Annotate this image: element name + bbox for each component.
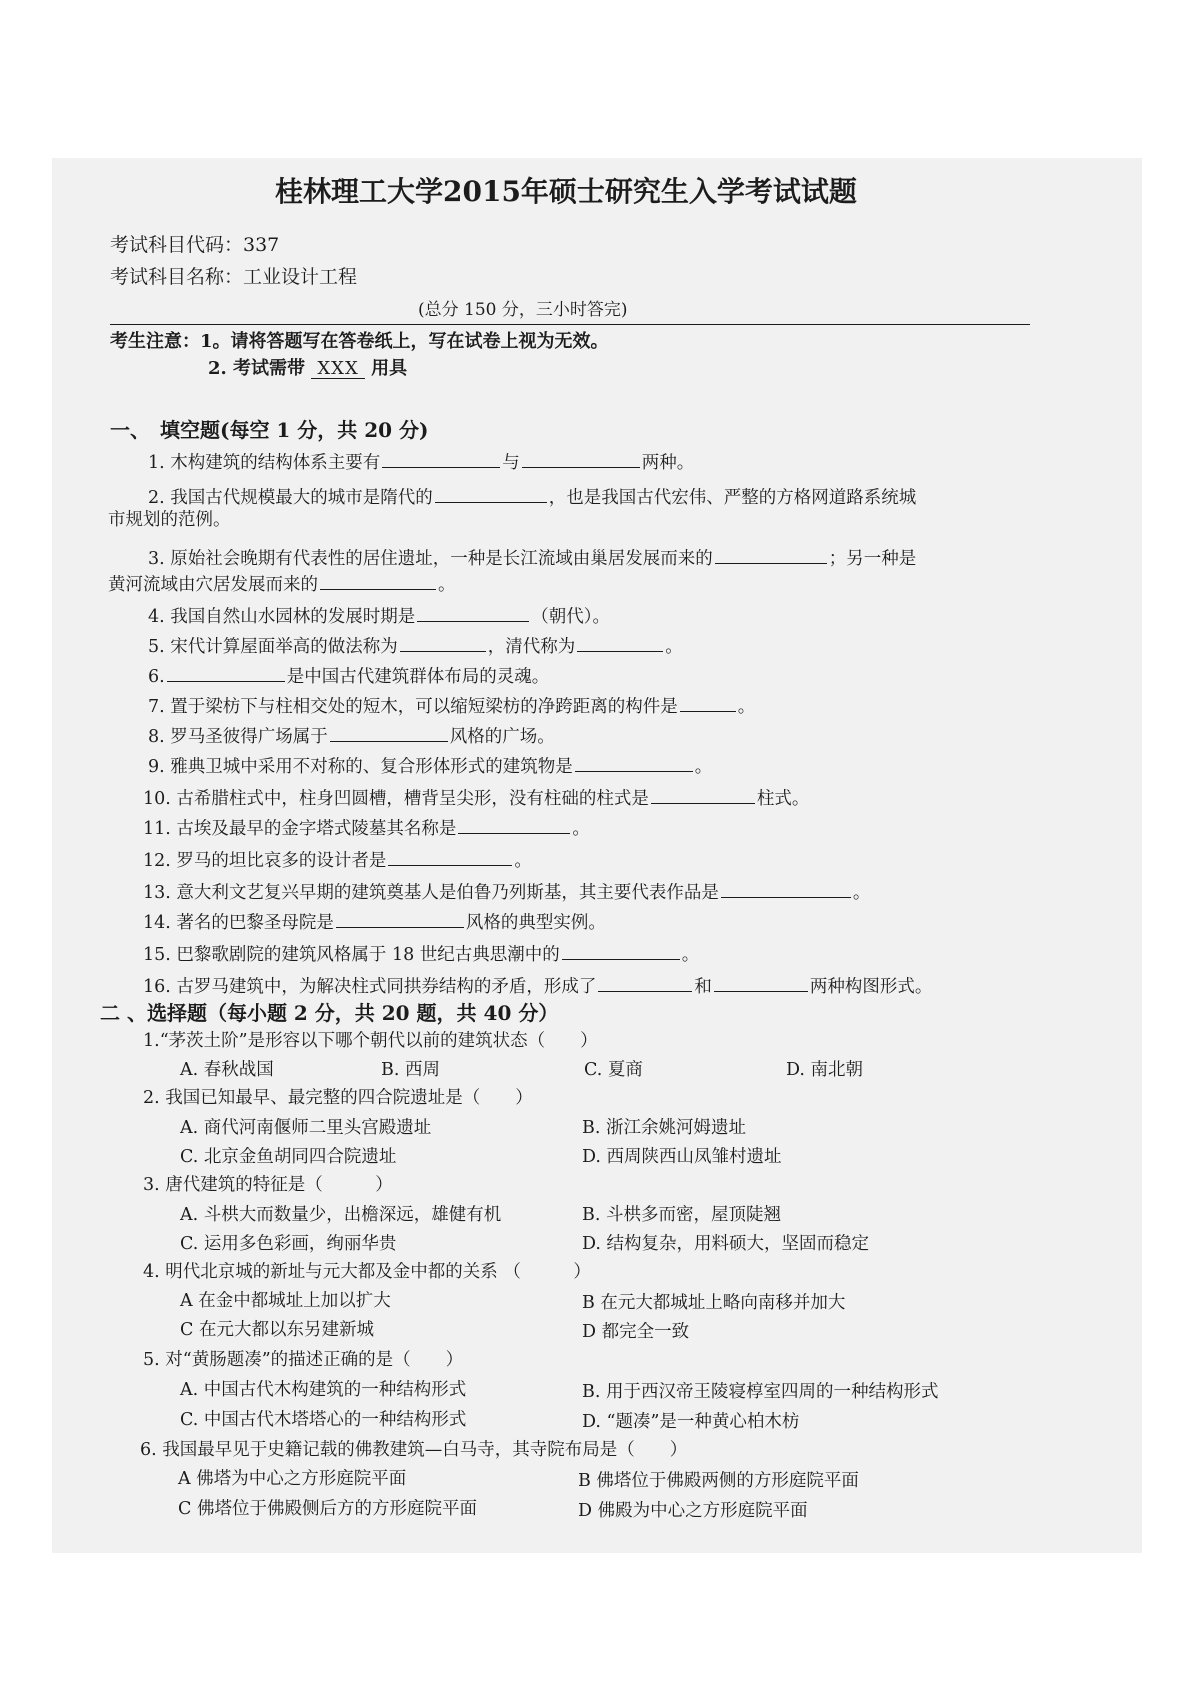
- q-text: 。: [665, 637, 683, 657]
- fill-question-16: [143, 976, 932, 997]
- q-text: 13. 意大利文艺复兴早期的建筑奠基人是伯鲁乃列斯基，其主要代表作品是: [143, 883, 719, 903]
- fill-question-1: [148, 452, 694, 473]
- q-text: 。: [438, 575, 456, 595]
- q-text: 10. 古希腊柱式中，柱身凹圆槽，槽背呈尖形，没有柱础的柱式是: [143, 789, 649, 809]
- total-score: (总分 150 分，三小时答完): [418, 300, 628, 320]
- header-divider: [110, 324, 1030, 325]
- choice-4-option-c: C 在元大都以东另建新城: [180, 1320, 374, 1340]
- answer-blank: [562, 944, 680, 960]
- fill-question-9: [148, 756, 712, 777]
- q-text: 柱式。: [756, 789, 810, 809]
- q-text: （朝代）。: [531, 607, 611, 627]
- notice-item-2-blank: XXX: [311, 360, 364, 379]
- notice-line-2: [208, 360, 407, 379]
- section-2-heading: 二 、选择题（每小题 2 分，共 20 题，共 40 分）: [100, 1001, 559, 1025]
- choice-2-option-c: C. 北京金鱼胡同四合院遗址: [180, 1147, 397, 1167]
- q-text: 。: [681, 945, 700, 965]
- q-text: ，也是我国古代宏伟、严整的方格网道路系统城: [548, 488, 917, 508]
- subject-name: 考试科目名称：工业设计工程: [110, 266, 358, 288]
- answer-blank: [382, 452, 500, 468]
- q-text: 15. 巴黎歌剧院的建筑风格属于 18 世纪古典思潮中的: [143, 945, 560, 965]
- subject-code: 考试科目代码：337: [110, 234, 280, 256]
- q-text: 是中国古代建筑群体布局的灵魂。: [286, 667, 550, 687]
- q-text: 两种。: [641, 453, 695, 473]
- choice-3-option-c: C. 运用多色彩画，绚丽华贵: [180, 1234, 397, 1254]
- fill-question-13: [143, 882, 870, 903]
- choice-5-option-a: A. 中国古代木构建筑的一种结构形式: [180, 1380, 467, 1400]
- choice-3-option-d: D. 结构复杂，用料硕大，坚固而稳定: [582, 1234, 870, 1254]
- q-text: 风格的典型实例。: [465, 913, 606, 933]
- answer-blank: [714, 976, 808, 992]
- fill-question-12: [143, 850, 532, 871]
- choice-3-option-b: B. 斗栱多而密，屋顶陡翘: [582, 1205, 781, 1225]
- choice-question-5-stem: 5. 对“黄肠题凑”的描述正确的是（ ）: [143, 1350, 464, 1370]
- q-text: 8. 罗马圣彼得广场属于: [148, 727, 328, 747]
- choice-5-option-d: D. “题凑”是一种黄心柏木枋: [582, 1412, 800, 1432]
- fill-question-4: [148, 606, 610, 627]
- answer-blank: [577, 636, 663, 652]
- choice-1-option-d: D. 南北朝: [786, 1060, 864, 1080]
- choice-1-option-b: B. 西周: [381, 1060, 440, 1080]
- answer-blank: [400, 636, 486, 652]
- answer-blank: [320, 574, 436, 590]
- choice-5-option-c: C. 中国古代木塔塔心的一种结构形式: [180, 1410, 467, 1430]
- choice-question-2-stem: 2. 我国已知最早、最完整的四合院遗址是（ ）: [143, 1088, 533, 1108]
- q-text: 16. 古罗马建筑中，为解决柱式同拱券结构的矛盾，形成了: [143, 977, 597, 997]
- choice-4-option-d: D 都完全一致: [582, 1322, 690, 1342]
- q-text: 3. 原始社会晚期有代表性的居住遗址，一种是长江流域由巢居发展而来的: [148, 549, 713, 569]
- choice-4-option-a: A 在金中都城址上加以扩大: [180, 1291, 391, 1311]
- q-text: 与: [502, 453, 520, 473]
- q-text: 7. 置于梁枋下与柱相交处的短木，可以缩短梁枋的净跨距离的构件是: [148, 697, 678, 717]
- choice-1-option-c: C. 夏商: [584, 1060, 643, 1080]
- q-text: 。: [572, 819, 590, 839]
- fill-question-6: [148, 666, 549, 687]
- notice-item-2-prefix: 2. 考试需带: [208, 358, 306, 379]
- choice-5-option-b: B. 用于西汉帝王陵寝椁室四周的一种结构形式: [582, 1382, 939, 1402]
- answer-blank: [167, 666, 285, 682]
- q-text: 两种构图形式。: [809, 977, 933, 997]
- section-1-heading: 一、 填空题(每空 1 分，共 20 分): [110, 418, 429, 442]
- q-text: 5. 宋代计算屋面举高的做法称为: [148, 637, 398, 657]
- q-text: 12. 罗马的坦比哀多的设计者是: [143, 851, 387, 871]
- q-text: 9. 雅典卫城中采用不对称的、复合形体形式的建筑物是: [148, 757, 573, 777]
- q-text: 6.: [148, 667, 165, 687]
- fill-question-8: [148, 726, 555, 747]
- notice-item-1: 1。请将答题写在答卷纸上，写在试卷上视为无效。: [200, 331, 609, 352]
- answer-blank: [680, 696, 736, 712]
- choice-1-option-a: A. 春秋战国: [180, 1060, 274, 1080]
- answer-blank: [336, 912, 464, 928]
- choice-question-4-stem: 4. 明代北京城的新址与元大都及金中都的关系 （ ）: [143, 1262, 591, 1282]
- fill-question-15: [143, 944, 699, 965]
- fill-question-10: [143, 788, 809, 809]
- answer-blank: [330, 726, 448, 742]
- q-text: 11. 古埃及最早的金字塔式陵墓其名称是: [143, 819, 457, 839]
- q-text: 4. 我国自然山水园林的发展时期是: [148, 607, 416, 627]
- answer-blank: [598, 976, 692, 992]
- answer-blank: [388, 850, 512, 866]
- q-text: 2. 我国古代规模最大的城市是隋代的: [148, 488, 433, 508]
- q-text: 风格的广场。: [449, 727, 555, 747]
- q-text: ；另一种是: [828, 549, 917, 569]
- answer-blank: [522, 452, 640, 468]
- q-text: 。: [737, 697, 756, 717]
- answer-blank: [417, 606, 529, 622]
- q-text: 1. 木构建筑的结构体系主要有: [148, 453, 381, 473]
- fill-question-11: [143, 818, 590, 839]
- answer-blank: [575, 756, 693, 772]
- fill-question-7: [148, 696, 755, 717]
- fill-question-3: [148, 548, 916, 569]
- fill-question-14: [143, 912, 606, 933]
- choice-2-option-d: D. 西周陕西山凤雏村遗址: [582, 1147, 782, 1167]
- fill-question-3-cont: [108, 574, 456, 595]
- choice-2-option-b: B. 浙江余姚河姆遗址: [582, 1118, 746, 1138]
- fill-question-2-cont: 市规划的范例。: [108, 510, 231, 530]
- notice-item-2-suffix: 用具: [371, 358, 408, 379]
- notice-label: 考生注意：: [110, 331, 200, 352]
- exam-title: 桂林理工大学2015年硕士研究生入学考试试题: [275, 175, 857, 208]
- choice-6-option-b: B 佛塔位于佛殿两侧的方形庭院平面: [578, 1471, 859, 1491]
- notice-line-1: [110, 333, 609, 351]
- answer-blank: [715, 548, 827, 564]
- q-text: 。: [852, 883, 871, 903]
- fill-question-5: [148, 636, 683, 657]
- choice-4-option-b: B 在元大都城址上略向南移并加大: [582, 1293, 846, 1313]
- choice-6-option-c: C 佛塔位于佛殿侧后方的方形庭院平面: [178, 1499, 477, 1519]
- answer-blank: [458, 818, 570, 834]
- choice-question-3-stem: 3. 唐代建筑的特征是（ ）: [143, 1175, 393, 1195]
- q-text: 。: [514, 851, 532, 871]
- answer-blank: [721, 882, 851, 898]
- choice-question-1-stem: 1.“茅茨土阶”是形容以下哪个朝代以前的建筑状态（ ）: [143, 1031, 598, 1051]
- q-text: 14. 著名的巴黎圣母院是: [143, 913, 334, 933]
- answer-blank: [435, 487, 547, 503]
- q-text: ，清代称为: [487, 637, 576, 657]
- choice-2-option-a: A. 商代河南偃师二里头宫殿遗址: [180, 1118, 432, 1138]
- choice-6-option-a: A 佛塔为中心之方形庭院平面: [178, 1469, 407, 1489]
- q-text: 黄河流域由穴居发展而来的: [108, 575, 318, 595]
- fill-question-2: [148, 487, 916, 508]
- q-text: 。: [694, 757, 713, 777]
- choice-3-option-a: A. 斗栱大而数量少，出檐深远，雄健有机: [180, 1205, 502, 1225]
- answer-blank: [651, 788, 755, 804]
- choice-6-option-d: D 佛殿为中心之方形庭院平面: [578, 1501, 808, 1521]
- choice-question-6-stem: 6. 我国最早见于史籍记载的佛教建筑—白马寺，其寺院布局是（ ）: [140, 1440, 688, 1460]
- q-text: 和: [694, 977, 712, 997]
